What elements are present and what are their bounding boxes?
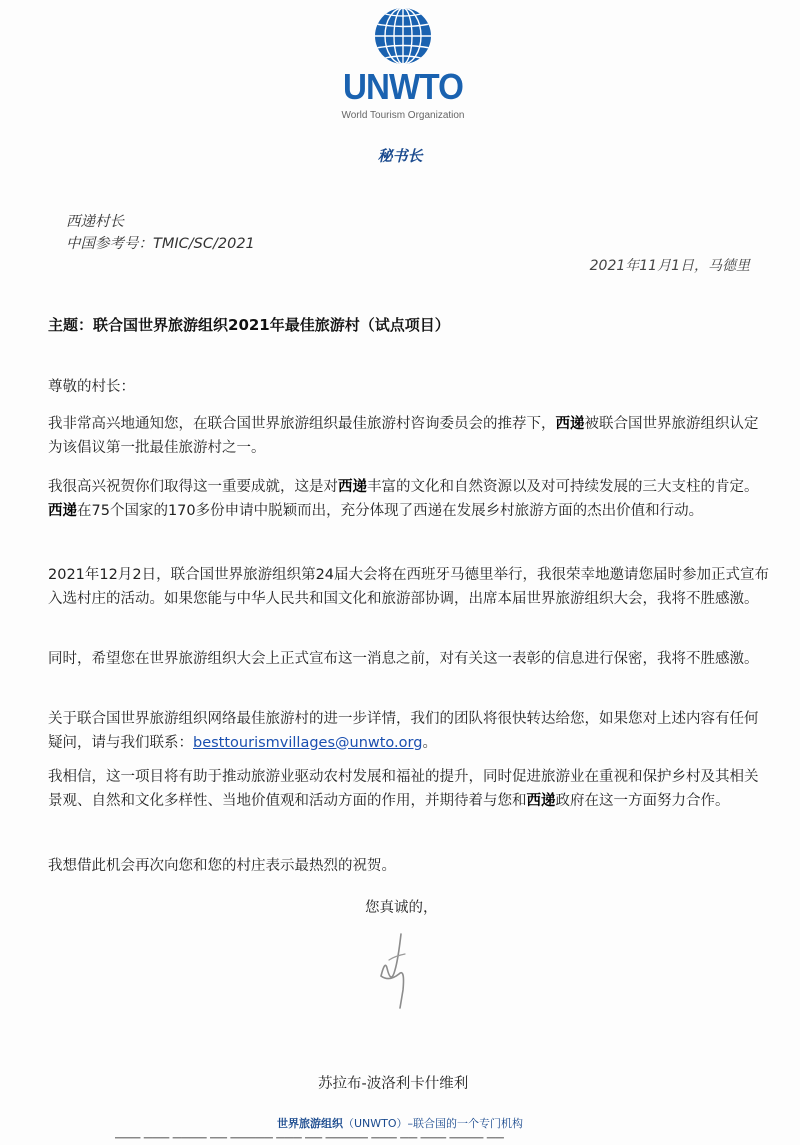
closing: 您真诚的， bbox=[365, 900, 438, 916]
paragraph-2: 我很高兴祝贺你们取得这一重要成就，这是对西递丰富的文化和自然资源以及对可持续发展的三大支柱的肯定。西递在75个国家的170多份申请中脱颖而出，充分体现了西递在发展乡村旅游方面的杰出价值和行动。 bbox=[48, 479, 759, 519]
paragraph-5: 关于联合国世界旅游组织网络最佳旅游村的进一步详情，我们的团队将很快转达给您，如果您对上述内容有任何疑问，请与我们联系：besttourismvillages@unwto.org。 bbox=[48, 711, 759, 751]
logo-org-name: World Tourism Organization bbox=[341, 110, 465, 121]
salutation: 尊敬的村长： bbox=[48, 379, 135, 395]
village-name: 西递 bbox=[526, 792, 556, 809]
recipient-name: 西递村长 bbox=[66, 214, 124, 230]
globe-icon bbox=[363, 6, 443, 66]
village-name: 西递 bbox=[48, 502, 77, 519]
contact-email-link[interactable]: besttourismvillages@unwto.org bbox=[193, 734, 423, 751]
recipient-ref: 中国参考号：TMIC/SC/2021 bbox=[66, 236, 255, 252]
letter-date: 2021年11月1日，马德里 bbox=[589, 258, 750, 274]
office-title: 秘书长 bbox=[377, 147, 423, 165]
recipient-block bbox=[66, 211, 255, 255]
letter-subject: 主题：联合国世界旅游组织2021年最佳旅游村（试点项目） bbox=[48, 316, 450, 334]
footer-address-cut: ▔▔▔ ▔▔▔ ▔▔▔▔ ▔▔ ▔▔▔▔▔ ▔▔▔ ▔▔ ▔▔▔▔▔ ▔▔▔ ▔▔ ▔▔▔ ▔▔▔▔ ▔▔ bbox=[115, 1137, 504, 1145]
paragraph-3: 2021年12月2日，联合国世界旅游组织第24届大会将在西班牙马德里举行，我很荣幸地邀请您届时参加正式宣布入选村庄的活动。如果您能与中华人民共和国文化和旅游部协调，出席本届世界旅游组织大会，我将不胜感激。 bbox=[48, 567, 770, 607]
logo-abbreviation: UNWTO bbox=[343, 66, 463, 107]
footer-org: 世界旅游组织 bbox=[276, 1117, 343, 1130]
signature-image bbox=[365, 930, 435, 1010]
paragraph-6: 我相信，这一项目将有助于推动旅游业驱动农村发展和福祉的提升，同时促进旅游业在重视和保护乡村及其相关景观、自然和文化多样性、当地价值观和活动方面的作用，并期待着与您和西递政府在这一方面努力合作。 bbox=[48, 769, 759, 809]
footer-abbr: （UNWTO） bbox=[342, 1117, 408, 1130]
village-name: 西递 bbox=[338, 479, 367, 495]
footer-desc: –联合国的一个专门机构 bbox=[407, 1117, 524, 1130]
paragraph-7: 我想借此机会再次向您和您的村庄表示最热烈的祝贺。 bbox=[48, 858, 396, 874]
signer-name: 苏拉布-波洛利卡什维利 bbox=[318, 1076, 469, 1092]
paragraph-4: 同时，希望您在世界旅游组织大会上正式宣布这一消息之前，对有关这一表彰的信息进行保密，我将不胜感激。 bbox=[48, 651, 759, 667]
footer bbox=[0, 1115, 800, 1131]
village-name: 西递 bbox=[555, 416, 585, 432]
paragraph-1: 我非常高兴地通知您，在联合国世界旅游组织最佳旅游村咨询委员会的推荐下，西递被联合国世界旅游组织认定为该倡议第一批最佳旅游村之一。 bbox=[48, 416, 759, 456]
unwto-logo bbox=[333, 6, 473, 124]
